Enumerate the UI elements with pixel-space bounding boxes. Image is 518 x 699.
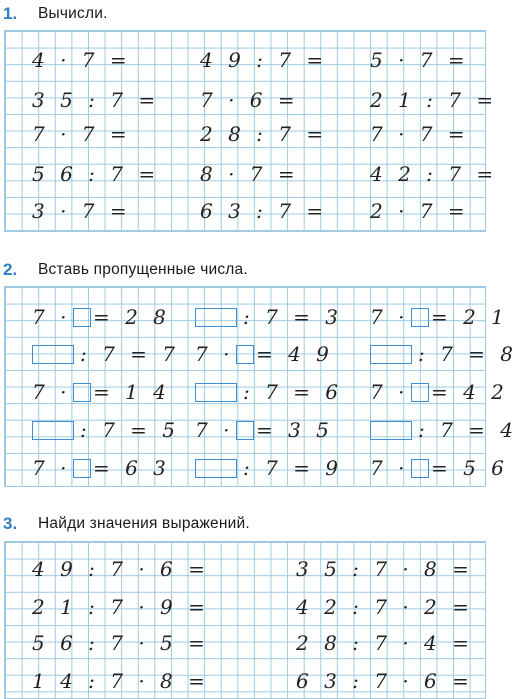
- task2-expr-c3-r3: [370, 379, 508, 405]
- task1-expr-c3-r3[interactable]: 7 · 7 =: [370, 122, 470, 146]
- answer-box[interactable]: [73, 308, 91, 327]
- expr-right: : 7 = 8: [418, 342, 518, 366]
- task3-expr-c2-r3[interactable]: 2 8 : 7 · 4 =: [296, 631, 474, 655]
- answer-box[interactable]: [236, 345, 254, 364]
- answer-box[interactable]: [195, 383, 237, 402]
- expr-right: = 2 8: [92, 305, 171, 329]
- expr-right: = 4 9: [255, 342, 334, 366]
- expr-left: 7 ·: [370, 456, 409, 480]
- task2-expr-c3-r4: [370, 417, 518, 443]
- expr-right: = 3 5: [255, 418, 334, 442]
- answer-box[interactable]: [73, 459, 91, 478]
- expr-left: 7 ·: [32, 380, 71, 404]
- task1-number: 1.: [3, 4, 18, 23]
- task2-expr-c1-r3: [32, 379, 170, 405]
- task3-number: 3.: [3, 514, 18, 533]
- task1-expr-c1-r3[interactable]: 7 · 7 =: [32, 122, 132, 146]
- task2-header: [0, 258, 490, 284]
- task1-expr-c2-r4[interactable]: 8 · 7 =: [200, 162, 300, 186]
- expr-right: = 4 2: [430, 380, 509, 404]
- task1-expr-c2-r1[interactable]: 4 9 : 7 =: [200, 48, 328, 72]
- task2-expr-c2-r1: [195, 304, 343, 330]
- task2-number: 2.: [3, 260, 18, 279]
- task1-expr-c1-r5[interactable]: 3 · 7 =: [32, 199, 132, 223]
- expr-right: : 7 = 9: [243, 456, 343, 480]
- task1-expr-c1-r1[interactable]: 4 · 7 =: [32, 48, 132, 72]
- task3-expr-c1-r2[interactable]: 2 1 : 7 · 9 =: [32, 595, 210, 619]
- answer-box[interactable]: [411, 459, 429, 478]
- task2-expr-c1-r5: [32, 455, 170, 481]
- task2-expr-c3-r1: [370, 304, 508, 330]
- task1-header: [0, 2, 490, 28]
- answer-box[interactable]: [411, 308, 429, 327]
- task1-expr-c3-r4[interactable]: 4 2 : 7 =: [370, 162, 498, 186]
- task2-expr-c2-r5: [195, 455, 343, 481]
- task2-expr-c1-r1: [32, 304, 170, 330]
- expr-right: : 7 = 7: [80, 342, 180, 366]
- task1-title: Вычисли.: [38, 5, 108, 22]
- task1-expr-c1-r2[interactable]: 3 5 : 7 =: [32, 88, 160, 112]
- answer-box[interactable]: [32, 421, 74, 440]
- task1-expr-c3-r5[interactable]: 2 · 7 =: [370, 199, 470, 223]
- expr-right: : 7 = 3: [243, 305, 343, 329]
- task3-expr-c1-r4[interactable]: 1 4 : 7 · 8 =: [32, 669, 210, 693]
- task3-expr-c1-r3[interactable]: 5 6 : 7 · 5 =: [32, 631, 210, 655]
- expr-right: = 2 1: [430, 305, 509, 329]
- task1-expr-c2-r2[interactable]: 7 · 6 =: [200, 88, 300, 112]
- task2-expr-c1-r4: [32, 417, 180, 443]
- expr-right: = 6 3: [92, 456, 171, 480]
- answer-box[interactable]: [370, 345, 412, 364]
- expr-left: 7 ·: [370, 305, 409, 329]
- task1-expr-c1-r4[interactable]: 5 6 : 7 =: [32, 162, 160, 186]
- expr-right: : 7 = 5: [80, 418, 180, 442]
- task3-expr-c2-r4[interactable]: 6 3 : 7 · 6 =: [296, 669, 474, 693]
- expr-right: : 7 = 4: [418, 418, 518, 442]
- task2-expr-c2-r3: [195, 379, 343, 405]
- answer-box[interactable]: [195, 459, 237, 478]
- expr-right: = 5 6: [430, 456, 509, 480]
- expr-left: 7 ·: [32, 305, 71, 329]
- task3-expr-c2-r2[interactable]: 4 2 : 7 · 2 =: [296, 595, 474, 619]
- task3-expr-c2-r1[interactable]: 3 5 : 7 · 8 =: [296, 557, 474, 581]
- expr-right: : 7 = 6: [243, 380, 343, 404]
- task3-header: [0, 512, 490, 538]
- task3-expr-c1-r1[interactable]: 4 9 : 7 · 6 =: [32, 557, 210, 581]
- expr-left: 7 ·: [32, 456, 71, 480]
- task2-expr-c3-r5: [370, 455, 508, 481]
- task1-expr-c3-r1[interactable]: 5 · 7 =: [370, 48, 470, 72]
- task1-expr-c2-r3[interactable]: 2 8 : 7 =: [200, 122, 328, 146]
- expr-left: 7 ·: [370, 380, 409, 404]
- task1-expr-c3-r2[interactable]: 2 1 : 7 =: [370, 88, 498, 112]
- expr-right: = 1 4: [92, 380, 171, 404]
- task2-expr-c1-r2: [32, 341, 180, 367]
- answer-box[interactable]: [195, 308, 237, 327]
- expr-left: 7 ·: [195, 342, 234, 366]
- answer-box[interactable]: [411, 383, 429, 402]
- answer-box[interactable]: [370, 421, 412, 440]
- expr-left: 7 ·: [195, 418, 234, 442]
- answer-box[interactable]: [32, 345, 74, 364]
- task1-expr-c2-r5[interactable]: 6 3 : 7 =: [200, 199, 328, 223]
- task2-expr-c2-r2: [195, 341, 333, 367]
- answer-box[interactable]: [73, 383, 91, 402]
- task3-title: Найди значения выражений.: [38, 515, 250, 532]
- task2-title: Вставь пропущенные числа.: [38, 261, 248, 278]
- task2-expr-c2-r4: [195, 417, 333, 443]
- task2-expr-c3-r2: [370, 341, 518, 367]
- answer-box[interactable]: [236, 421, 254, 440]
